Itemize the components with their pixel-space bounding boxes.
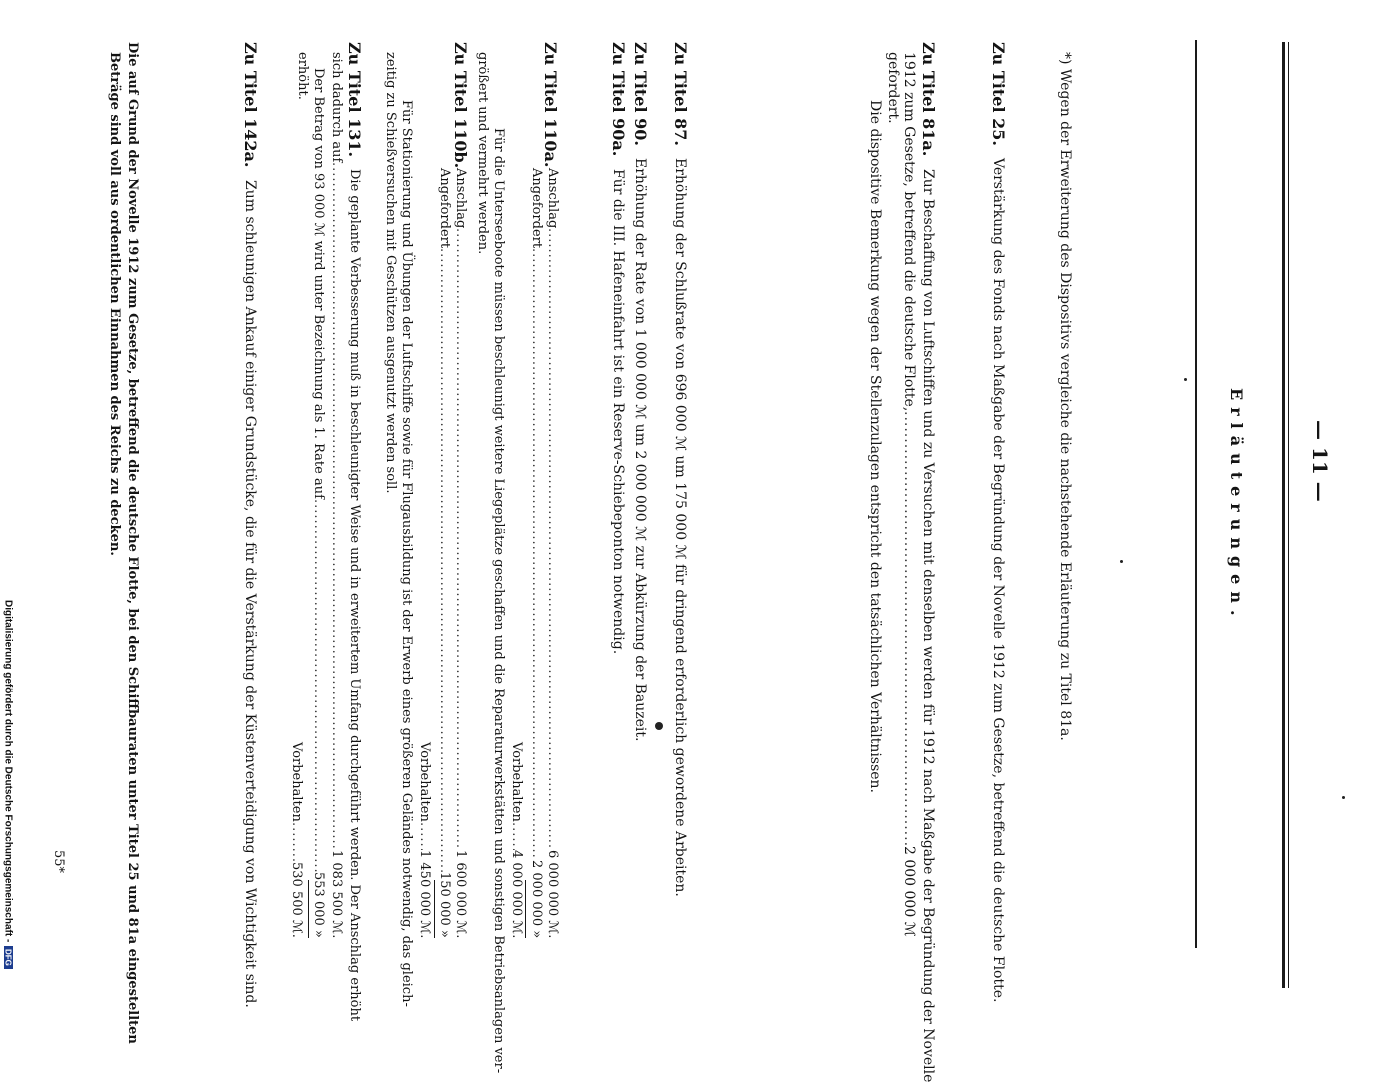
ledger-value: 553 000 » [311, 872, 326, 938]
titel-81a-amount-line [902, 52, 916, 937]
leader-dots [330, 162, 343, 849]
ledger-row-vorbehalten [418, 742, 431, 938]
titel-label: Zu Titel 87. [671, 42, 690, 146]
leader-dots [902, 411, 916, 846]
ledger-label: Anschlag [453, 168, 468, 229]
titel-131-anschlag-line [330, 52, 343, 938]
print-speck [655, 722, 663, 730]
titel-text: Zum schleunigen Ankauf einiger Grundstücke, die für die Verstärkung der Küstenverteidigung von Wichtigkeit sind. [242, 179, 258, 1008]
ledger-label: Angefordert [529, 168, 544, 249]
ledger-row-angefordert [530, 168, 543, 938]
titel-text: zeitig zu Schießversuchen mit Geschützen ausgenutzt werden soll. [383, 52, 398, 494]
section-titel-142a [242, 42, 258, 1008]
ledger-label: Angefordert [437, 168, 452, 249]
leader-dots [546, 228, 559, 849]
ledger-value: 6 000 000 ℳ. [545, 849, 560, 938]
ledger-value: 1 450 000 ℳ. [417, 849, 432, 938]
double-rule-outer [1282, 42, 1285, 988]
page-heading: Erläuterungen. [1227, 388, 1246, 623]
titel-label: Zu Titel 25. [989, 42, 1008, 146]
titel-label-110a: Zu Titel 110a. [541, 42, 560, 168]
footnote: *) Wegen der Erweiterung des Dispositivs vergleiche die nachstehende Erläuterung zu Titel 81a. [1057, 52, 1073, 741]
print-speck [1184, 378, 1187, 381]
titel-text: Verstärkung des Fonds nach Maßgabe der Begründung der Novelle 1912 zum Gesetze, betreffend die deutsche Flotte. [990, 158, 1006, 1003]
dfg-logo: DFG [4, 946, 13, 969]
ledger-label: Anschlag [545, 168, 560, 229]
sum-rule-131 [308, 880, 309, 938]
titel-label: Zu Titel 142a. [241, 42, 260, 168]
ledger-label: Vorbehalten [509, 742, 524, 822]
ledger-row-angefordert [438, 168, 451, 938]
closing-line-2: Beträge sind voll aus ordentlichen Einnahmen des Reichs zu decken. [107, 52, 122, 556]
ledger-value: 1 083 500 ℳ. [329, 849, 344, 938]
sum-rule-110b [434, 880, 435, 938]
amount: 2 000 000 ℳ [901, 846, 917, 937]
titel-text: Die geplante Verbesserung muß in beschleunigter Weise und in erweitertem Umfang durchgeführt werden. Der Anschlag erhöht [347, 169, 362, 1022]
page-mark: 55* [51, 850, 66, 874]
section-titel-87 [672, 42, 688, 897]
titel-text: sich dadurch auf [329, 52, 344, 163]
ledger-row-anschlag [546, 168, 559, 938]
ledger-value: 2 000 000 » [529, 859, 544, 938]
ledger-value: 1 600 000 ℳ. [453, 849, 468, 938]
section-titel-90a [610, 42, 626, 654]
ledger-value: 150 000 » [437, 872, 452, 938]
footer-text: Digitalisierung gefördert durch die Deutsche Forschungsgemeinschaft - [2, 600, 14, 943]
titel-text: Der Betrag von 93 000 ℳ wird unter Bezeichnung als 1. Rate auf [311, 68, 326, 499]
ledger-row-vorbehalten [290, 742, 303, 938]
leader-dots [312, 499, 325, 872]
section-titel-131 [346, 42, 362, 1021]
titel-text: erhöht. [295, 52, 310, 100]
leader-dots [418, 822, 431, 850]
ledger-value: 4 000 000 ℳ. [509, 849, 524, 938]
titel-text: Erhöhung der Rate von 1 000 000 ℳ um 2 000 000 ℳ zur Abkürzung der Bauzeit. [632, 158, 648, 742]
print-speck [1120, 560, 1123, 563]
titel-text: Die dispositive Bemerkung wegen der Stellenzulagen entspricht den tatsächlichen Verhältnissen. [867, 100, 883, 794]
titel-131-rate-line [312, 68, 325, 938]
leader-dots [530, 248, 543, 860]
ledger-label: Vorbehalten [289, 742, 304, 822]
print-speck [1342, 796, 1345, 799]
ledger-row-vorbehalten [510, 742, 523, 938]
leader-dots [290, 822, 303, 862]
ledger-value: 530 500 ℳ. [289, 862, 304, 938]
titel-text: Zur Beschaffung von Luftschiffen und zu Versuchen mit denselben werden für 1912 nach Maßgabe der Begründung der Novelle [920, 168, 936, 1082]
double-rule-inner [1288, 42, 1289, 988]
titel-label: Zu Titel 81a. [919, 42, 938, 157]
leader-dots [454, 228, 467, 849]
ledger-label: Vorbehalten [417, 742, 432, 822]
titel-text: Für die Unterseeboote müssen beschleunigt weitere Liegeplätze geschaffen und die Reparaturwerkstätten und sonstigen Betriebsanlagen ver- [491, 128, 506, 1074]
section-titel-25 [990, 42, 1006, 1003]
digitization-footer [0, 600, 16, 994]
ledger-row-anschlag [454, 168, 467, 938]
section-titel-81a [920, 42, 936, 1082]
titel-text: Für die III. Hafeneinfahrt ist ein Reserve-Schiebeponton notwendig. [610, 168, 626, 654]
titel-text: Für Stationierung und Übungen der Luftschiffe sowie für Flugausbildung ist der Erwerb eines größeren Geländes notwendig, das gleich- [399, 100, 414, 1007]
leader-dots [510, 822, 523, 850]
closing-line-1: Die auf Grund der Novelle 1912 zum Gesetze, betreffend die deutsche Flotte, bei den Schiffbauraten unter Titel 25 und 81a eingestellten [125, 42, 140, 1044]
titel-text: 1912 zum Gesetze, betreffend die deutsche Flotte, [901, 52, 917, 412]
titel-text: größert und vermehrt werden. [475, 52, 490, 255]
page-number: — 11 — [1308, 420, 1332, 502]
titel-label: Zu Titel 90. [631, 42, 650, 146]
titel-label: Zu Titel 90a. [609, 42, 628, 157]
titel-text: gefordert. [885, 52, 901, 124]
titel-text: Erhöhung der Schlußrate von 696 000 ℳ um 175 000 ℳ für dringend erforderlich gewordene Arbeiten. [672, 158, 688, 898]
heading-rule [1195, 40, 1197, 948]
titel-label: Zu Titel 131. [345, 42, 364, 158]
sum-rule-110a [525, 880, 526, 938]
leader-dots [438, 248, 451, 872]
titel-label-110b: Zu Titel 110b. [451, 42, 470, 169]
section-titel-90 [632, 42, 648, 742]
